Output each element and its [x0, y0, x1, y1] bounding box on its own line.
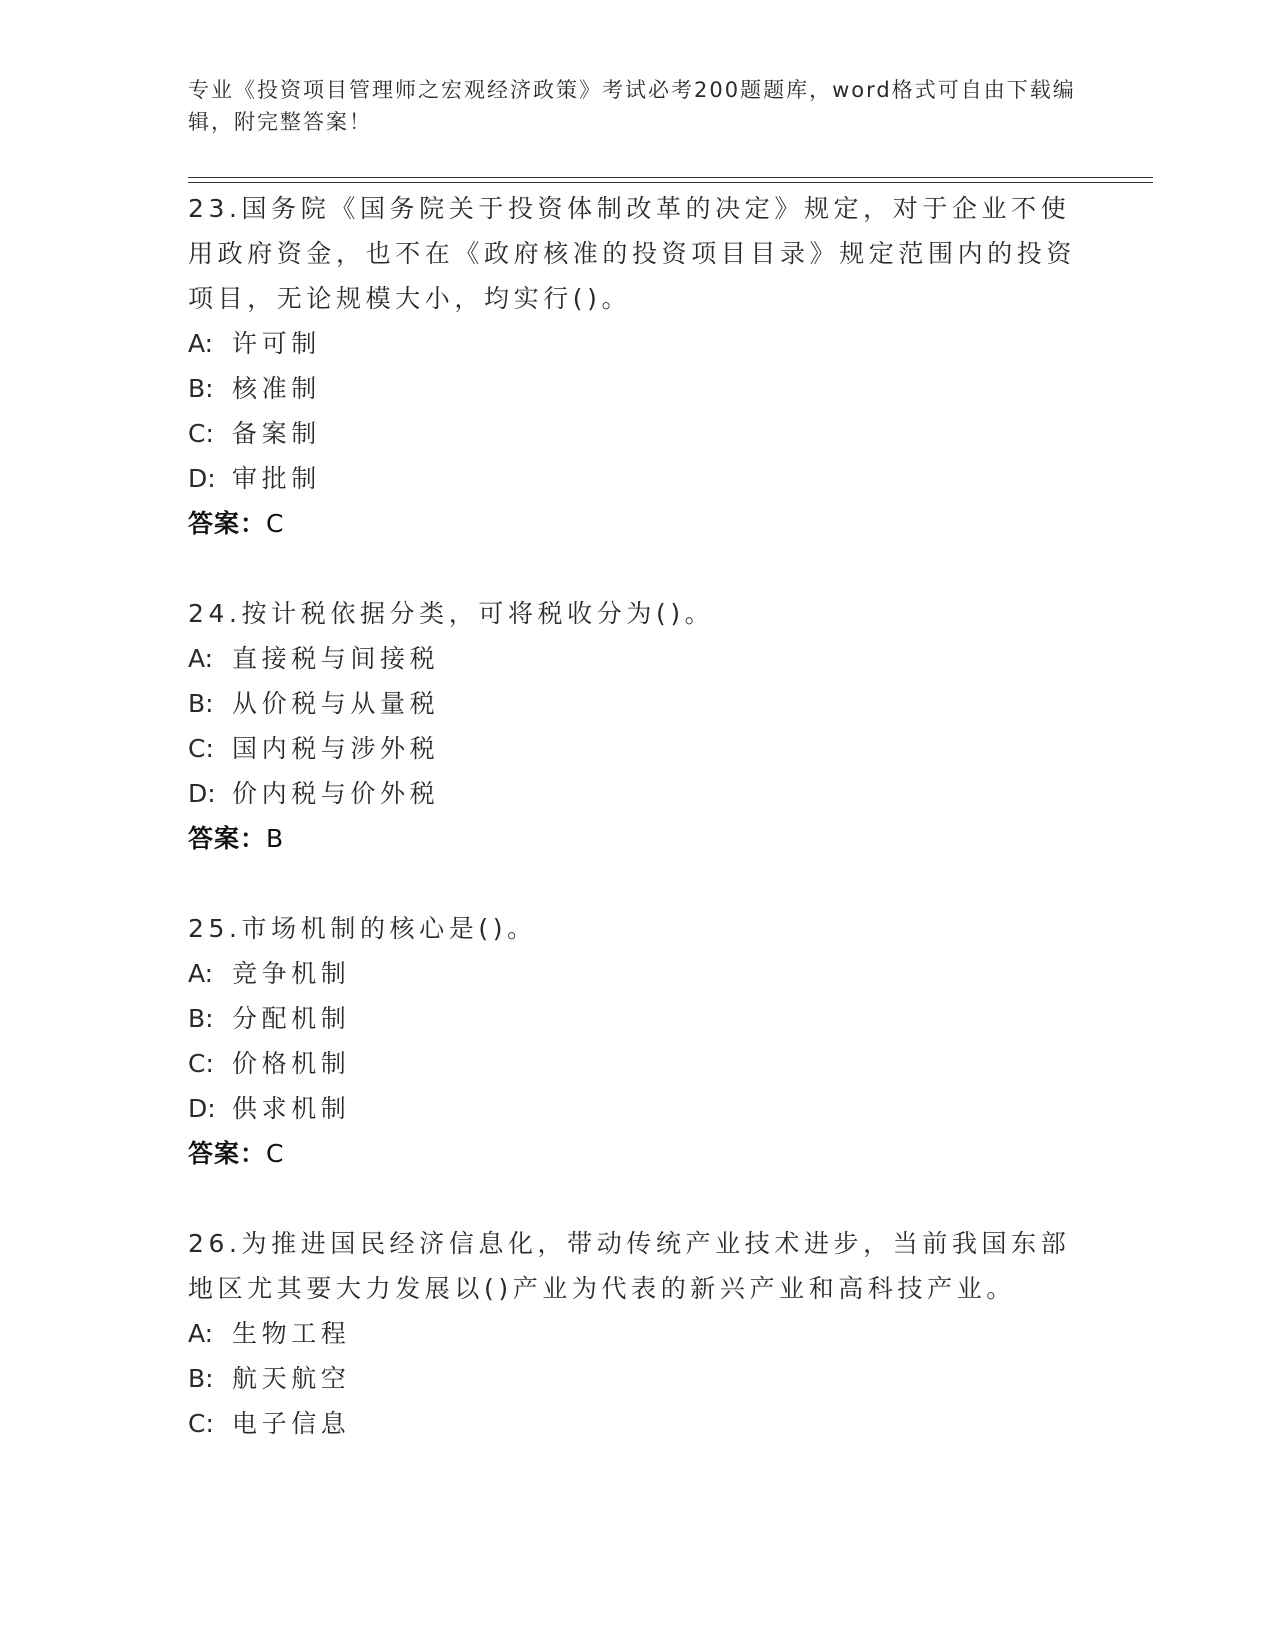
- option-key: B:: [188, 1004, 214, 1033]
- option-text: 许可制: [232, 329, 321, 358]
- option-d: [188, 771, 1088, 816]
- option-key: B:: [188, 689, 214, 718]
- option-key: C:: [188, 1409, 214, 1438]
- answer-label: 答案：: [188, 509, 267, 538]
- option-text: 核准制: [232, 374, 321, 403]
- option-text: 备案制: [232, 419, 321, 448]
- option-key: B:: [188, 374, 214, 403]
- option-key: C:: [188, 419, 214, 448]
- answer-label: 答案：: [188, 824, 267, 853]
- option-text: 国内税与涉外税: [232, 734, 440, 763]
- answer-line: [188, 501, 1088, 547]
- option-text: 价格机制: [232, 1049, 351, 1078]
- option-d: [188, 1086, 1088, 1131]
- option-key: A:: [188, 329, 214, 358]
- header-divider-top: [188, 177, 1153, 178]
- option-key: A:: [188, 644, 214, 673]
- option-text: 电子信息: [232, 1409, 351, 1438]
- option-b: [188, 1356, 1088, 1401]
- option-key: D:: [188, 464, 216, 493]
- option-key: D:: [188, 1094, 216, 1123]
- option-text: 生物工程: [232, 1319, 351, 1348]
- option-a: [188, 1311, 1088, 1356]
- option-text: 竞争机制: [232, 959, 351, 988]
- option-b: [188, 366, 1088, 411]
- question-26: [188, 1221, 1088, 1446]
- question-25: [188, 906, 1088, 1177]
- option-text: 审批制: [232, 464, 321, 493]
- question-list: [188, 186, 1088, 1446]
- question-23: [188, 186, 1088, 547]
- question-stem: 24.按计税依据分类，可将税收分为()。: [188, 599, 715, 628]
- answer-value: B: [266, 824, 285, 853]
- question-stem: 26.为推进国民经济信息化，带动传统产业技术进步，当前我国东部地区尤其要大力发展以()产业为代表的新兴产业和高科技产业。: [188, 1229, 1071, 1303]
- question-stem: 23.国务院《国务院关于投资体制改革的决定》规定，对于企业不使用政府资金，也不在《政府核准的投资项目目录》规定范围内的投资项目，无论规模大小，均实行()。: [188, 194, 1077, 313]
- answer-value: C: [266, 509, 285, 538]
- option-text: 分配机制: [232, 1004, 351, 1033]
- answer-label: 答案：: [188, 1139, 267, 1168]
- option-text: 航天航空: [232, 1364, 351, 1393]
- option-a: [188, 321, 1088, 366]
- option-c: [188, 1041, 1088, 1086]
- option-key: D:: [188, 779, 216, 808]
- option-text: 从价税与从量税: [232, 689, 440, 718]
- option-key: C:: [188, 734, 214, 763]
- option-d: [188, 456, 1088, 501]
- option-key: C:: [188, 1049, 214, 1078]
- option-text: 价内税与价外税: [232, 779, 440, 808]
- question-24: [188, 591, 1088, 862]
- option-c: [188, 1401, 1088, 1446]
- document-header: 专业《投资项目管理师之宏观经济政策》考试必考200题题库，word格式可自由下载编辑，附完整答案！: [188, 78, 1076, 134]
- option-text: 供求机制: [232, 1094, 351, 1123]
- option-key: A:: [188, 959, 214, 988]
- option-b: [188, 996, 1088, 1041]
- question-stem: 25.市场机制的核心是()。: [188, 914, 537, 943]
- option-key: B:: [188, 1364, 214, 1393]
- option-text: 直接税与间接税: [232, 644, 440, 673]
- option-key: A:: [188, 1319, 214, 1348]
- answer-line: [188, 1131, 1088, 1177]
- answer-line: [188, 816, 1088, 862]
- option-c: [188, 726, 1088, 771]
- option-b: [188, 681, 1088, 726]
- header-divider-bottom: [188, 182, 1153, 183]
- option-a: [188, 951, 1088, 996]
- answer-value: C: [266, 1139, 285, 1168]
- option-a: [188, 636, 1088, 681]
- option-c: [188, 411, 1088, 456]
